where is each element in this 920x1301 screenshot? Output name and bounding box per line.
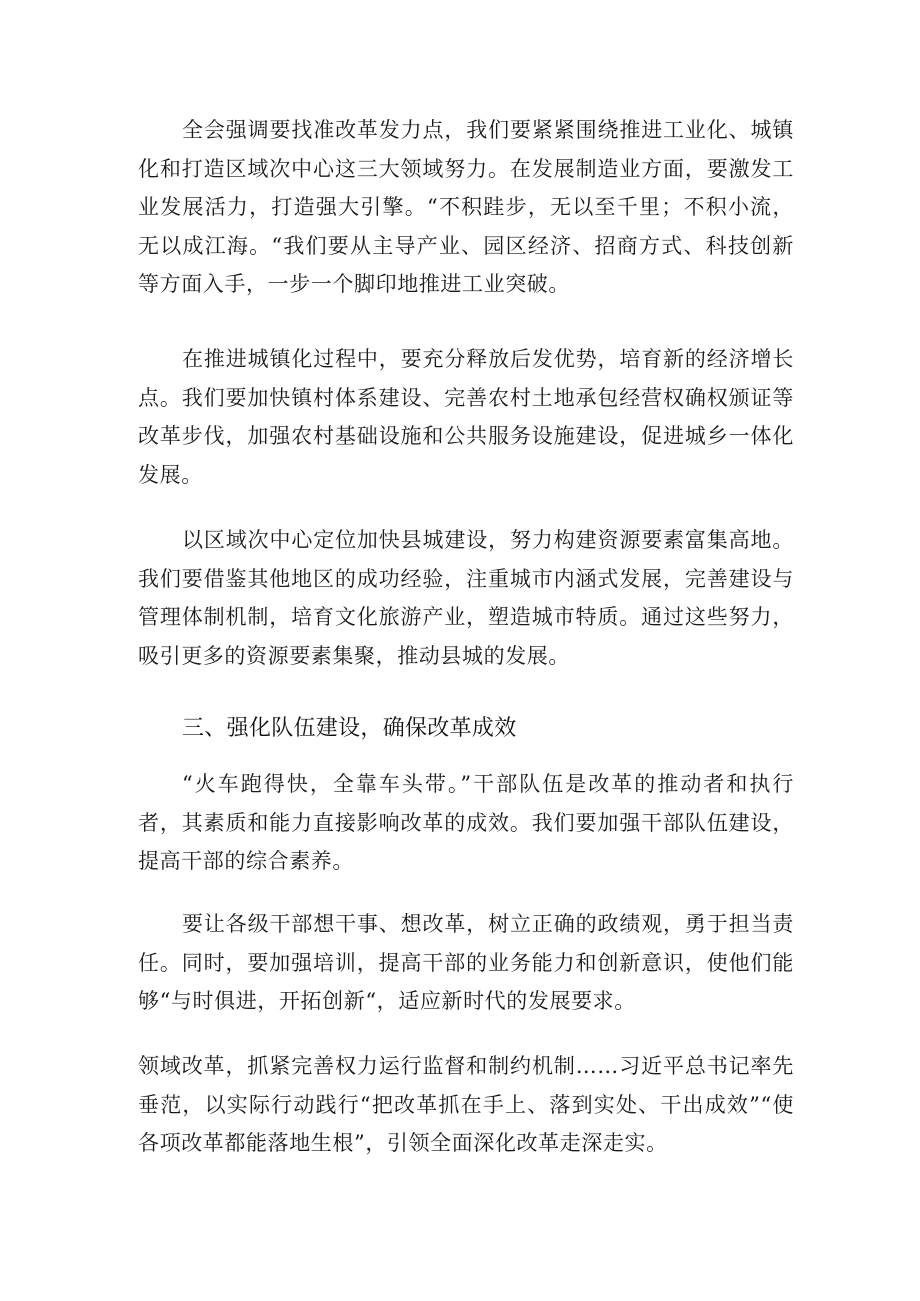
section-paragraph-3: 领域改革，抓紧完善权力运行监督和制约机制……习近平总书记率先垂范，以实际行动践行“把改革抓在手上、落到实处、干出成效”“使各项改革都能落地生根”，引领全面深化改革走深走实。	[138, 1054, 794, 1155]
body-paragraph-1: 全会强调要找准改革发力点，我们要紧紧围绕推进工业化、城镇化和打造区域次中心这三大领域努力。在发展制造业方面，要激发工业发展活力，打造强大引擎。“不积跬步，无以至千里；不积小流，无以成江海。“我们要从主导产业、园区经济、招商方式、科技创新等方面入手，一步一个脚印地推进工业突破。	[138, 118, 794, 296]
section-paragraph-2: 要让各级干部想干事、想改革，树立正确的政绩观，勇于担当责任。同时，要加强培训，提高干部的业务能力和创新意识，使他们能够“与时俱进，开拓创新“，适应新时代的发展要求。	[138, 912, 794, 1013]
body-paragraph-3: 以区域次中心定位加快县城建设，努力构建资源要素富集高地。我们要借鉴其他地区的成功经验，注重城市内涵式发展，完善建设与管理体制机制，培育文化旅游产业，塑造城市特质。通过这些努力，吸引更多的资源要素集聚，推动县城的发展。	[138, 528, 794, 668]
section-paragraph-1: “火车跑得快，全靠车头带。”干部队伍是改革的推动者和执行者，其素质和能力直接影响改革的成效。我们要加强干部队伍建设，提高干部的综合素养。	[138, 772, 794, 873]
body-paragraph-2: 在推进城镇化过程中，要充分释放后发优势，培育新的经济增长点。我们要加快镇村体系建设、完善农村土地承包经营权确权颁证等改革步伐，加强农村基础设施和公共服务设施建设，促进城乡一体化发展。	[138, 347, 794, 487]
section-heading: 三、强化队伍建设，确保改革成效	[182, 716, 517, 741]
